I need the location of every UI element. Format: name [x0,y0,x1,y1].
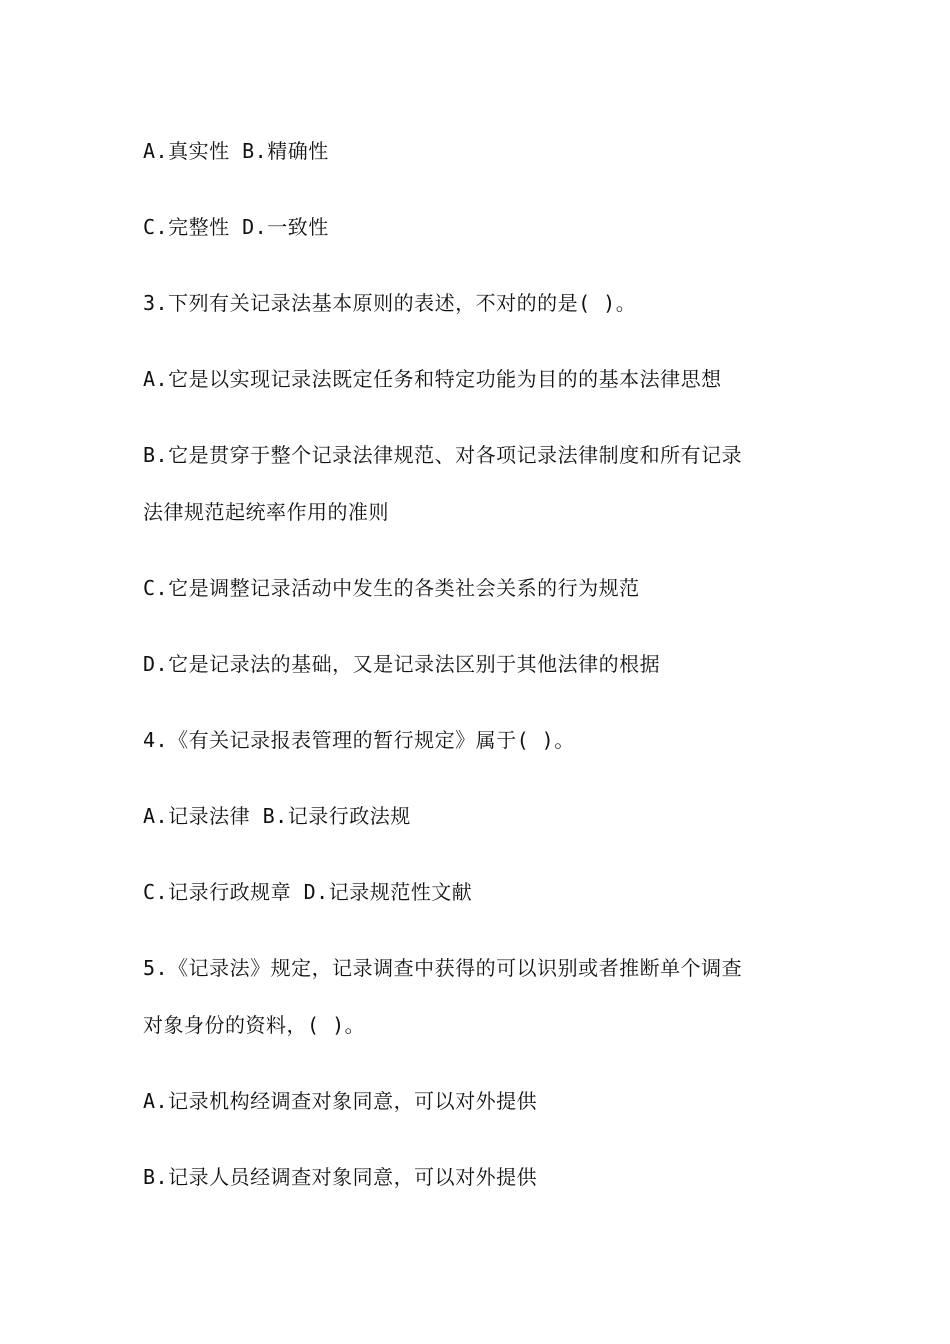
question-5-continued: 对象身份的资料，( )。 [143,1013,366,1037]
question-4: 4.《有关记录报表管理的暂行规定》属于( )。 [143,728,575,752]
option-line-q4-ab: A.记录法律 B.记录行政法规 [143,804,411,828]
question-3: 3.下列有关记录法基本原则的表述，不对的的是( )。 [143,291,637,315]
option-line-q5-a: A.记录机构经调查对象同意，可以对外提供 [143,1089,538,1113]
question-5: 5.《记录法》规定，记录调查中获得的可以识别或者推断单个调查 [143,956,743,980]
option-line-q3-d: D.它是记录法的基础，又是记录法区别于其他法律的根据 [143,652,661,676]
option-line-q3-b: B.它是贯穿于整个记录法律规范、对各项记录法律制度和所有记录 [143,443,743,467]
option-line-q3-c: C.它是调整记录活动中发生的各类社会关系的行为规范 [143,576,640,600]
option-line-q3-a: A.它是以实现记录法既定任务和特定功能为目的的基本法律思想 [143,367,722,391]
option-line-q2-ab: A.真实性 B.精确性 [143,139,329,163]
option-line-q2-cd: C.完整性 D.一致性 [143,215,329,239]
option-line-q3-b-continued: 法律规范起统率作用的准则 [143,500,389,524]
option-line-q4-cd: C.记录行政规章 D.记录规范性文献 [143,880,473,904]
option-line-q5-b: B.记录人员经调查对象同意，可以对外提供 [143,1165,538,1189]
